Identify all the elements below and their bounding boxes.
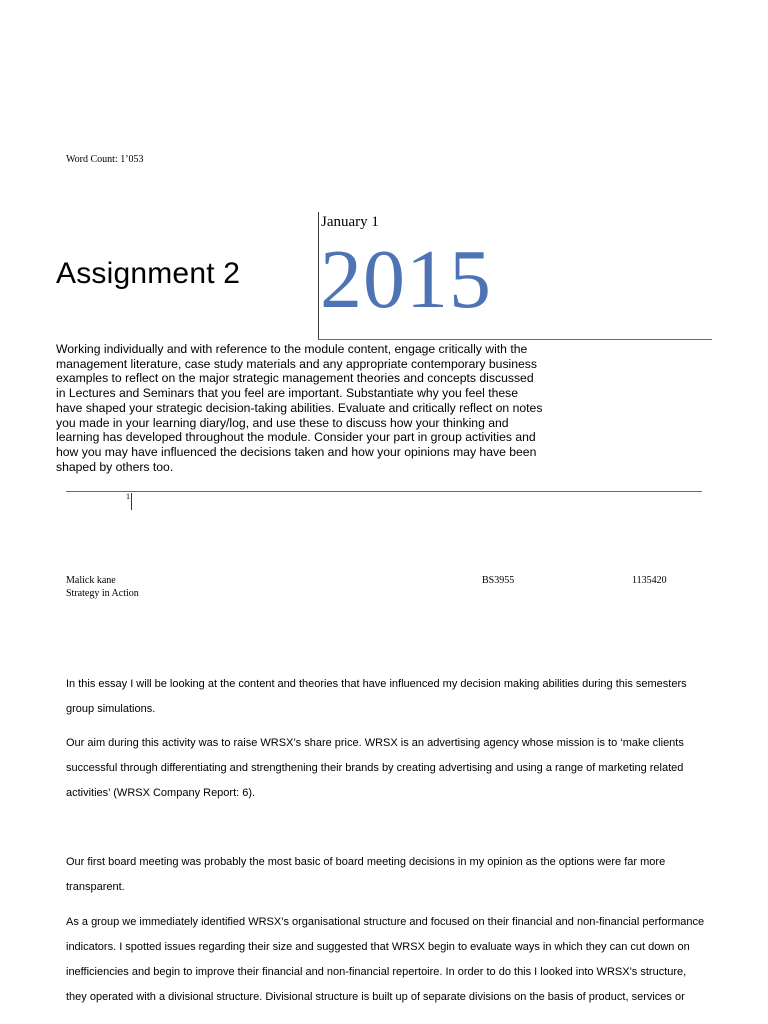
page-number-divider <box>131 493 132 510</box>
body-paragraph: In this essay I will be looking at the content and theories that have influenced my decision making abilities during this semesters group simulations. <box>66 678 687 715</box>
assignment-brief: Working individually and with reference to the module content, engage critically with the management literature, case study materials and any appropriate contemporary business examples to reflect on the major strategic management theories and concepts discussed in Lectures and Seminars that you feel are important. Substantiate why you feel these have shaped your strategic decision-taking abilities. Evaluate and critically reflect on notes you made in your learning diary/log, and use these to discuss how your thinking and learning has developed throughout the module. Consider your part in group activities and how you may have influenced the decisions taken and how your opinions may have been shaped by others too. <box>56 342 543 474</box>
assignment-title: Assignment 2 <box>56 257 241 290</box>
module-code: BS3955 <box>482 575 515 586</box>
title-divider-vertical <box>318 212 319 340</box>
author-name: Malick kane <box>66 575 116 586</box>
body-paragraph: Our first board meeting was probably the most basic of board meeting decisions in my opinion as the options were far more transparent. <box>66 856 666 893</box>
student-id: 1135420 <box>632 575 667 586</box>
body-paragraph: Our aim during this activity was to raise WRSX’s share price. WRSX is an advertising agency whose mission is to ‘make clients successful through differentiating and strengthening their brands by creating advertising and using a range of marketing related activities’ (WRSX Company Report: 6). <box>66 737 684 799</box>
year-heading: 2015 <box>320 233 492 326</box>
word-count: Word Count: 1’053 <box>66 154 144 165</box>
date-label: January 1 <box>321 214 379 230</box>
module-name: Strategy in Action <box>66 588 139 599</box>
brief-divider <box>66 491 702 492</box>
body-paragraph: As a group we immediately identified WRSX’s organisational structure and focused on their financial and non-financial performance indicators. I spotted issues regarding their size and suggested that WRSX begin to evaluate ways in which they can cut down on inefficiencies and begin to improve their financial and non-financial repertoire. In order to do this I looked into WRSX’s structure, they operated with a divisional structure. Divisional structure is built up of separate divisions on the basis of product, services or <box>66 916 705 1003</box>
page-number: 1 <box>126 492 130 501</box>
title-divider-horizontal <box>318 339 712 340</box>
